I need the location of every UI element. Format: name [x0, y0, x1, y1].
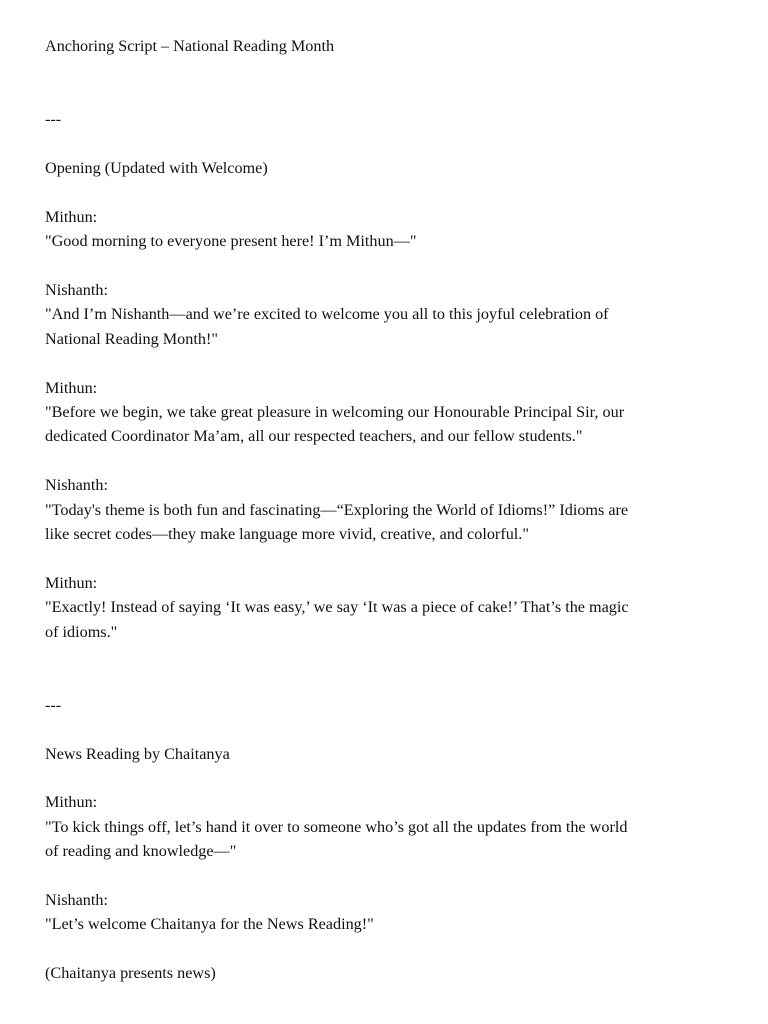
dialogue-line: "Before we begin, we take great pleasure in welcoming our Honourable Principal Sir, our	[45, 403, 625, 422]
stage-direction: (Chaitanya presents news)	[45, 964, 216, 983]
dialogue-line: dedicated Coordinator Ma’am, all our respected teachers, and our fellow students."	[45, 427, 583, 446]
dialogue-line: "Today's theme is both fun and fascinating—“Exploring the World of Idioms!” Idioms are	[45, 500, 629, 519]
speaker-name: Nishanth:	[45, 891, 108, 910]
dialogue-line: "And I’m Nishanth—and we’re excited to welcome you all to this joyful celebration of	[45, 305, 609, 324]
speaker-name: Nishanth:	[45, 281, 108, 299]
section-separator: ---	[45, 695, 62, 714]
document-page	[45, 34, 735, 986]
dialogue-line: like secret codes—they make language more vivid, creative, and colorful."	[45, 525, 529, 544]
speaker-name: Mithun:	[45, 793, 98, 812]
dialogue-block	[45, 571, 735, 644]
dialogue-block	[45, 473, 735, 546]
section-heading-news: News Reading by Chaitanya	[45, 744, 230, 763]
dialogue-block	[45, 888, 735, 937]
dialogue-line: "To kick things off, let’s hand it over to someone who’s got all the updates from the world	[45, 817, 628, 836]
dialogue-block	[45, 278, 735, 351]
document-title: Anchoring Script – National Reading Month	[45, 37, 335, 55]
dialogue-line: of idioms."	[45, 622, 118, 641]
dialogue-block	[45, 790, 735, 863]
section-heading-opening: Opening (Updated with Welcome)	[45, 159, 268, 177]
dialogue-line: "Exactly! Instead of saying ‘It was easy,’ we say ‘It was a piece of cake!’ That’s the magic	[45, 598, 629, 617]
dialogue-line: of reading and knowledge—"	[45, 842, 237, 861]
speaker-name: Nishanth:	[45, 476, 108, 495]
speaker-name: Mithun:	[45, 573, 98, 592]
dialogue-line: "Let’s welcome Chaitanya for the News Reading!"	[45, 915, 374, 934]
dialogue-line: "Good morning to everyone present here! I’m Mithun—"	[45, 232, 417, 251]
speaker-name: Mithun:	[45, 207, 98, 226]
speaker-name: Mithun:	[45, 378, 98, 397]
dialogue-block	[45, 205, 735, 254]
dialogue-line: National Reading Month!"	[45, 329, 218, 348]
section-separator: ---	[45, 110, 62, 129]
dialogue-block	[45, 376, 735, 449]
